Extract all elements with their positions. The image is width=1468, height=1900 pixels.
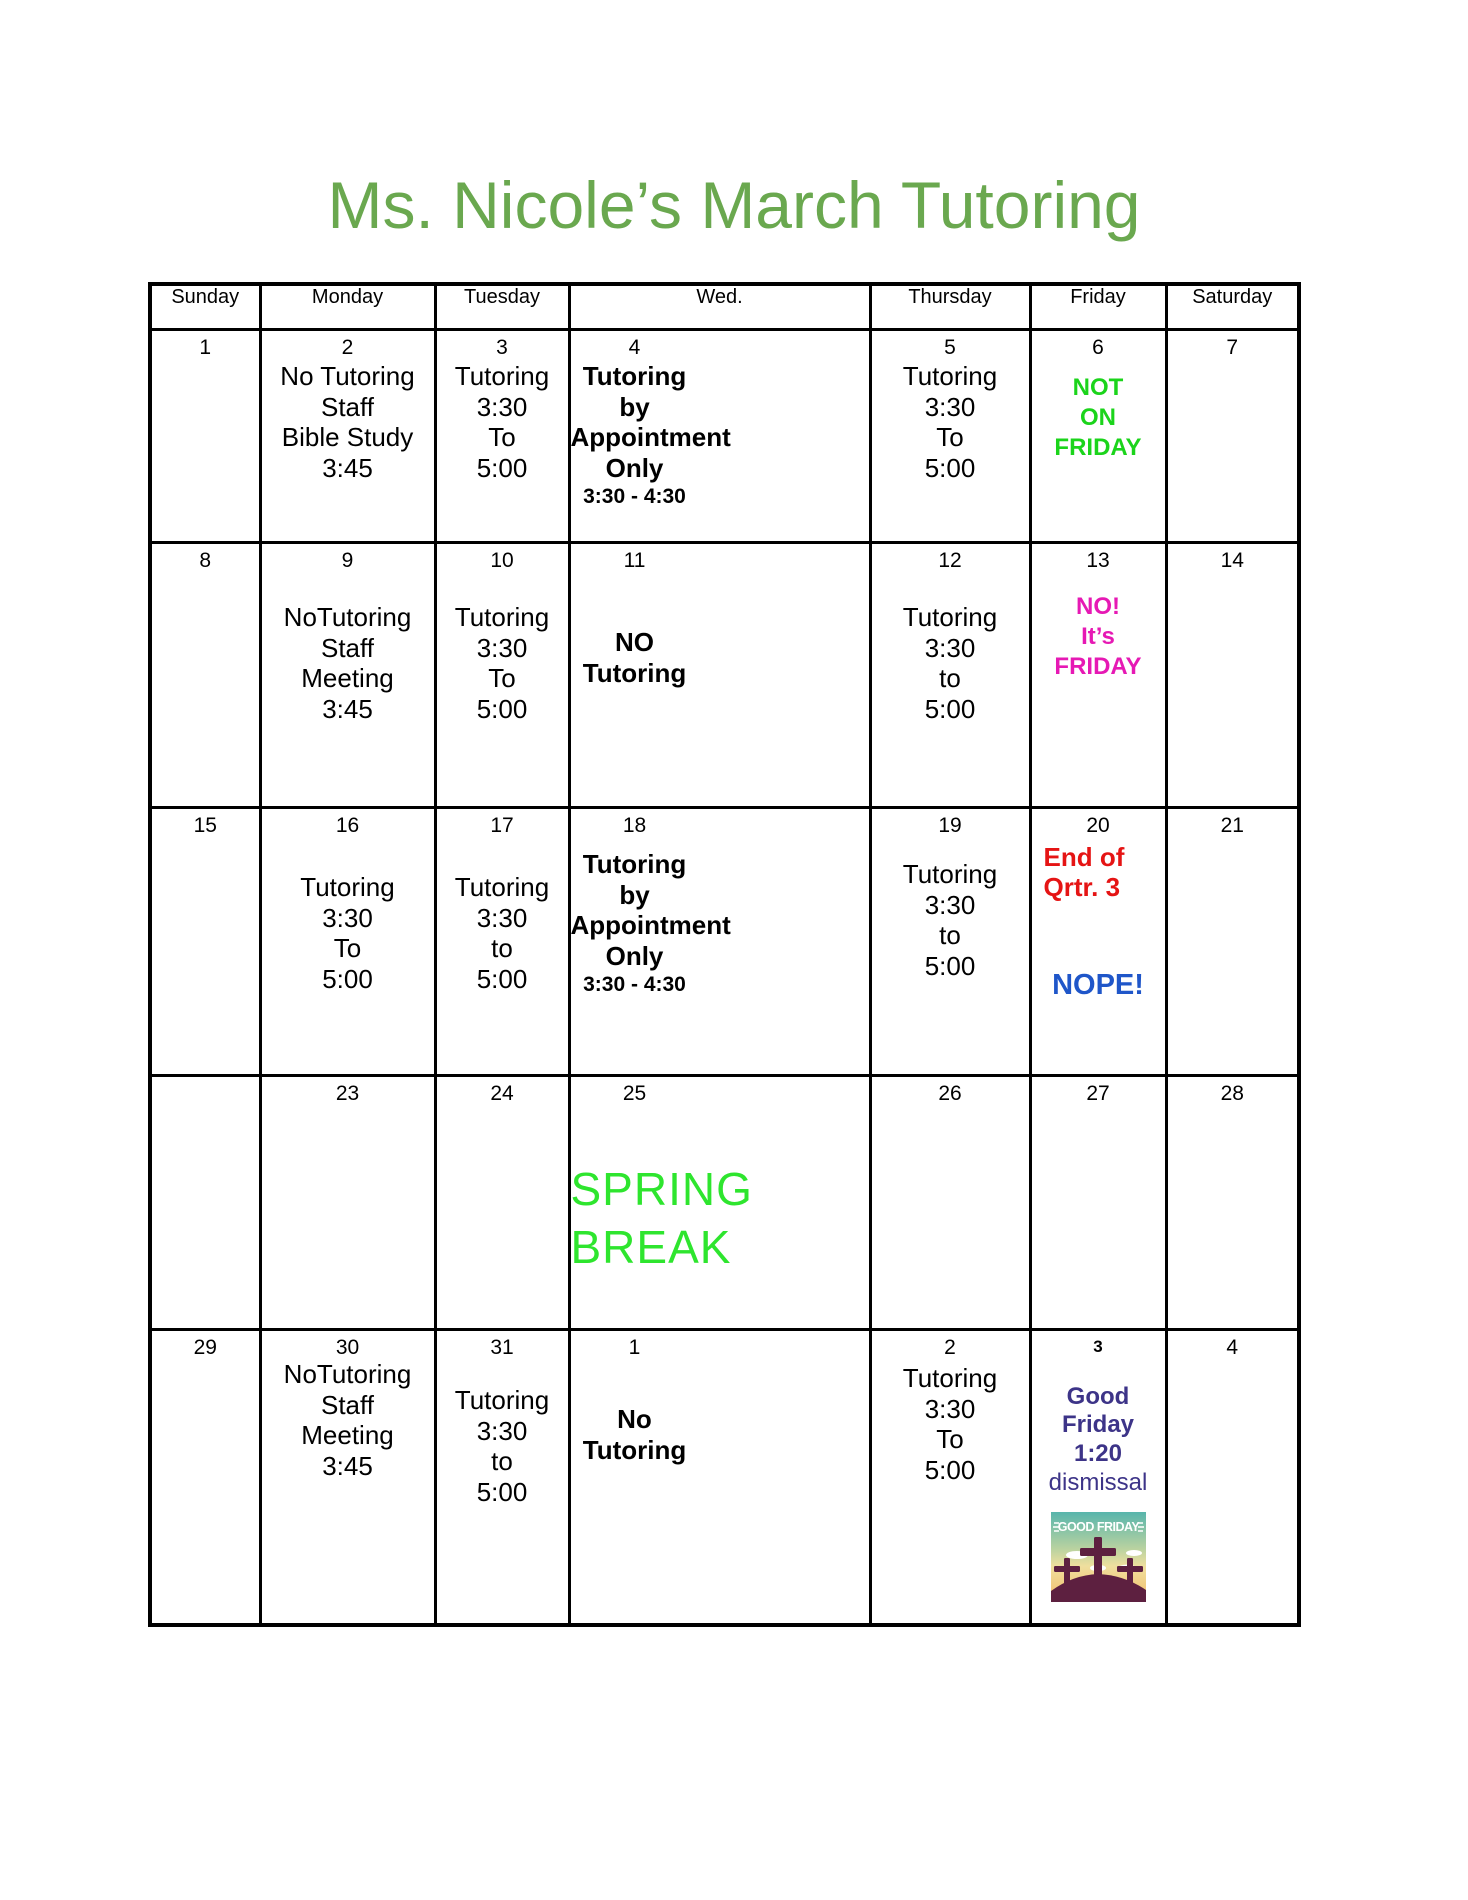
calendar-week-row [150,543,1299,808]
march-tutoring-calendar [148,282,1301,1627]
date-label: 30 [335,1336,360,1359]
cell-text-block [571,1404,699,1465]
date-label: 3 [496,336,508,359]
cell-text-line: SPRING [570,1163,753,1216]
cell-text-line: Staff [320,632,374,663]
calendar-week-row [150,330,1299,543]
cell-text-line: 3:30 [924,391,976,422]
cell-text-block [1032,592,1165,682]
cell-text-block [1032,968,1165,1002]
calendar-cell [260,543,435,808]
calendar-cell [150,1076,260,1330]
cell-text-line: 3:30 [476,1415,528,1446]
calendar-cell [569,543,870,808]
cell-text-block [1032,843,1165,903]
cell-text-line: to [939,920,961,951]
calendar-cell [870,808,1030,1076]
calendar-cell [870,1330,1030,1625]
calendar-cell [1166,330,1299,543]
cell-text-line: To [488,422,516,453]
date-label: 6 [1092,336,1104,359]
day-header-sunday: Sunday [150,284,260,330]
date-label: 17 [490,814,514,837]
date-label: 29 [193,1336,217,1359]
date-label: 18 [622,814,647,837]
cell-text-block [262,361,434,484]
cell-text-line: dismissal [1048,1469,1148,1497]
day-header-saturday: Saturday [1166,284,1299,330]
calendar-cell [435,1076,569,1330]
cell-text-line: It’s [1081,623,1115,651]
date-label: 25 [622,1082,647,1105]
calendar-cell [1030,1330,1166,1625]
cell-text-line: Tutoring [454,361,550,392]
cell-text-block [570,361,731,484]
cell-text-block [1032,373,1165,463]
cell-text-line: 5:00 [924,453,976,484]
cell-text-block [1032,1383,1165,1469]
cell-text-block [262,1359,434,1482]
cell-text-line: 5:00 [924,1455,976,1486]
day-header-tuesday: Tuesday [435,284,569,330]
cell-text-line: Appointment [570,422,731,453]
day-header-wed: Wed. [569,284,870,330]
cell-text-line: NO [615,627,654,658]
cell-text-line: 3:30 [924,889,976,920]
cell-text-line: End of [1043,842,1125,873]
page-title: Ms. Nicole’s March Tutoring [327,168,1141,242]
cell-text-line: 3:45 [322,453,373,484]
calendar-week-row [150,808,1299,1076]
calendar-cell [435,330,569,543]
cell-text-block [437,361,568,484]
cell-text-line: Tutoring [902,859,998,890]
date-label: 15 [193,814,217,837]
cell-text-line: to [491,1446,513,1477]
cell-text-line: 3:30 [924,1393,976,1424]
calendar-cell [1030,330,1166,543]
date-label: 7 [1226,336,1239,359]
calendar-cell [260,330,435,543]
date-label: 19 [938,814,962,837]
cell-text-line: NO! [1076,593,1120,621]
date-label: 26 [938,1082,962,1105]
cell-text-line: 3:45 [322,694,373,725]
cell-text-line: Tutoring [902,1363,998,1394]
cell-text-block [1032,1469,1165,1498]
cell-text-line: Tutoring [582,1434,687,1465]
calendar-cell [1166,808,1299,1076]
date-label: 28 [1220,1082,1244,1105]
calendar-cell [1030,808,1166,1076]
date-label: 12 [938,549,962,572]
cell-text-line: 3:30 - 4:30 [583,972,686,996]
calendar-cell [1030,1076,1166,1330]
cell-text-block [571,484,699,510]
cell-text-block [872,602,1029,725]
cell-text-line: Meeting [301,1420,394,1451]
cell-text-line: Meeting [301,663,394,694]
date-label: 1 [199,336,212,359]
calendar-cell [260,1330,435,1625]
calendar-cell [569,1076,870,1330]
cell-text-line: To [488,663,516,694]
cell-text-line: Only [605,941,664,972]
date-label: 9 [341,549,354,572]
cell-text-block [570,849,731,972]
date-label: 27 [1086,1082,1110,1105]
date-label: 11 [623,549,646,572]
date-label: 31 [490,1336,514,1359]
cell-text-block [571,972,699,998]
cell-text-line: 1:20 [1073,1440,1123,1468]
cell-text-line: Appointment [570,910,731,941]
calendar-cell [569,330,870,543]
date-label: 5 [944,336,956,359]
cell-text-line: To [333,933,362,964]
cell-text-line: Tutoring [454,1385,550,1416]
date-label: 21 [1220,814,1244,837]
cell-text-line: Good [1066,1382,1130,1410]
date-label: 23 [335,1082,360,1105]
cell-text-line: To [936,1424,964,1455]
cell-text-line: BREAK [570,1220,732,1273]
calendar-cell [150,330,260,543]
cell-text-line: To [936,422,964,453]
cell-text-block [437,1385,568,1508]
date-label: 4 [1226,1336,1239,1359]
cell-text-line: 5:00 [924,694,976,725]
cell-text-line: ON [1080,404,1116,432]
cell-text-line: 3:30 [322,902,373,933]
date-label: 24 [490,1082,514,1105]
good-friday-label: GOOD FRIDAY [1057,1519,1139,1534]
cell-text-line: NoTutoring [283,602,412,633]
day-header-monday: Monday [260,284,435,330]
cell-text-line: Friday [1061,1411,1135,1439]
cell-text-line: NOPE! [1052,968,1144,1001]
date-label: 1 [628,1336,641,1359]
cell-text-line: Tutoring [582,849,687,880]
calendar-cell [1030,543,1166,808]
calendar-cell [870,543,1030,808]
cell-text-line: Bible Study [281,422,414,453]
cell-text-line: 5:00 [476,453,528,484]
calendar-cell [569,1330,870,1625]
date-label: 3 [1093,1337,1103,1356]
cell-text-block [872,1363,1029,1486]
date-label: 20 [1086,814,1110,837]
cell-text-line: 5:00 [476,964,528,995]
cell-text-line: Tutoring [454,872,550,903]
cell-text-line: Staff [320,391,374,422]
cell-text-line: NOT [1072,374,1124,402]
cell-text-line: Qrtr. 3 [1043,871,1121,902]
cell-text-block [437,602,568,725]
cell-text-line: 5:00 [322,964,373,995]
calendar-cell [435,543,569,808]
cell-text-line: FRIDAY [1054,653,1142,681]
calendar-cell [150,808,260,1076]
date-label: 2 [341,336,354,359]
cell-text-block [872,859,1029,982]
calendar-cell [1166,1330,1299,1625]
cell-text-line: Tutoring [582,657,687,688]
calendar-cell [870,330,1030,543]
date-label: 14 [1220,549,1244,572]
cell-text-line: 5:00 [476,1477,528,1508]
cell-text-line: NoTutoring [283,1359,412,1390]
calendar-cell [870,1076,1030,1330]
calendar-cell [150,1330,260,1625]
date-label: 8 [199,549,212,572]
cell-text-line: No Tutoring [280,361,415,392]
cell-text-line: Tutoring [902,361,998,392]
cell-text-block [437,872,568,995]
calendar-cell [260,1076,435,1330]
cell-text-line: by [619,391,650,422]
cell-text-block [872,361,1029,484]
calendar-cell [150,543,260,808]
cell-text-line: No [617,1404,652,1435]
cell-text-line: by [619,879,650,910]
cell-text-line: Staff [320,1389,374,1420]
calendar-week-row [150,1076,1299,1330]
calendar-cell [1166,543,1299,808]
cell-text-line: 3:30 [476,391,528,422]
day-header-row [150,284,1299,330]
cell-text-line: 3:30 [476,632,528,663]
cell-text-block [262,602,434,725]
calendar-cell [1166,1076,1299,1330]
cell-text-line: Tutoring [902,602,998,633]
cell-text-line: Tutoring [454,602,550,633]
calendar-cell [435,808,569,1076]
cell-text-line: Only [605,453,664,484]
calendar-cell [260,808,435,1076]
day-header-thursday: Thursday [870,284,1030,330]
cell-text-block [571,627,699,688]
cell-text-line: to [939,663,961,694]
calendar-week-row [150,1330,1299,1625]
date-label: 10 [490,549,514,572]
cell-text-block [570,1161,753,1276]
cell-text-line: to [491,933,513,964]
cell-text-line: FRIDAY [1054,434,1142,462]
cell-text-block [262,872,434,995]
cell-text-line: 3:30 - 4:30 [583,484,686,508]
day-header-friday: Friday [1030,284,1166,330]
date-label: 2 [944,1336,956,1359]
cell-text-line: Tutoring [300,872,395,903]
cell-text-line: 5:00 [924,951,976,982]
good-friday-image [1051,1512,1146,1602]
cell-text-line: 3:30 [476,902,528,933]
cell-text-line: Tutoring [582,361,687,392]
cell-text-line: 5:00 [476,694,528,725]
calendar-cell [435,1330,569,1625]
cell-text-line: 3:30 [924,632,976,663]
cell-text-line: 3:45 [322,1451,373,1482]
date-label: 16 [335,814,360,837]
date-label: 13 [1086,549,1110,572]
calendar-cell [569,808,870,1076]
date-label: 4 [628,336,641,359]
